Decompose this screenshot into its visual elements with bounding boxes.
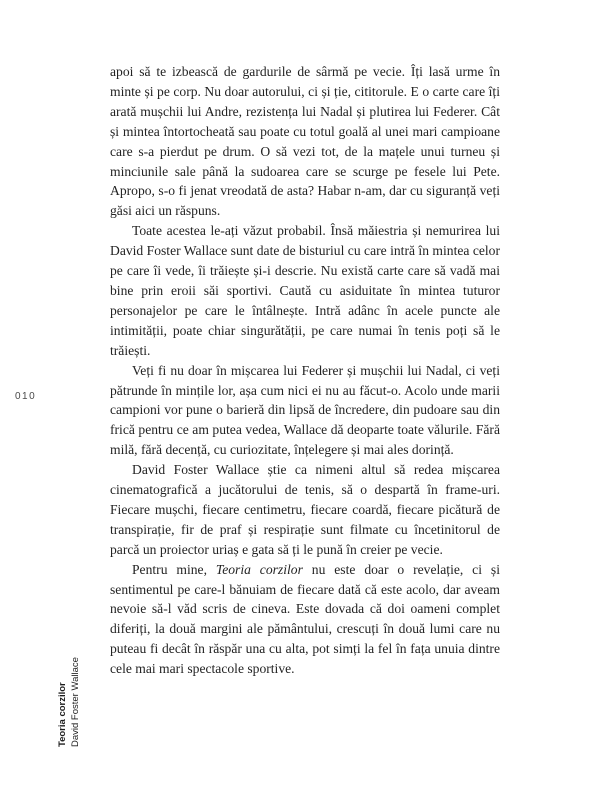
spine-text [56, 657, 82, 747]
paragraph [110, 361, 500, 461]
paragraph [110, 62, 500, 221]
text-run: apoi să te izbească de gardurile de sârmă pe vecie. Îți lasă urme în minte și pe corp. Nu doar autorului, ci și ție, cititorule. E o carte care îți arată mușchii lui Andre, rezistența lui Nadal și plutirea lui Federer. Cât și mintea întortocheată sau poate cu totul goală al unei mari campioane care s-a pierdut pe drum. O să vezi tot, de la mațele unui turneu și minciunile sale până la sudoarea care se scurge pe fesele lui Pete. Apropo, s-o fi jenat vreodată de asta? Habar n-am, dar cu siguranță veți găsi aici un răspuns. [110, 64, 500, 219]
page-text [110, 62, 500, 679]
spine-book-title: Teoria corzilor [57, 682, 68, 747]
text-run: nu este doar o revelație, ci și sentimentul pe care-l bănuiam de fiecare dată că este acolo, dar aveam nevoie să-l văd scris de cineva. Este dovada că doi oameni complet diferiți, la două margini ale pământului, crescuți în două lumi care nu puteau fi decât în răspăr una cu alta, pot simți la fel în fața unuia dintre cele mai mari spectacole sportive. [110, 561, 500, 677]
page-number: 010 [15, 391, 37, 402]
text-run: Toate acestea le-ați văzut probabil. Însă măiestria și nemurirea lui David Foster Wallace sunt date de bisturiul cu care intră în mintea celor pe care îi vede, îi trăiește și-i descrie. Nu există carte care să vadă mai bine prin eroii săi sportivi. Caută cu asiduitate în mintea tuturor personajelor pe care le întâlnește. Intră adânc în acele puncte ale intimității, poate chiar singurătății, pe care numai în tenis poți să le trăiești. [110, 223, 500, 358]
paragraph [110, 560, 500, 679]
spine-author: David Foster Wallace [70, 657, 81, 747]
text-run: Veți fi nu doar în mișcarea lui Federer și mușchii lui Nadal, ci veți pătrunde în mințile lor, așa cum nici ei nu au făcut-o. Acolo unde marii campioni vor pune o barieră din lipsă de încredere, din pudoare sau din frică pentru ce am putea vedea, Wallace dă deoparte toate vălurile. Fără milă, fără decență, cu curiozitate, înțelegere și mai ales dorință. [110, 362, 500, 458]
paragraph [110, 460, 500, 560]
book-title-italic: Teoria corzilor [215, 561, 303, 577]
text-run: Pentru mine, [132, 561, 216, 577]
paragraph [110, 221, 500, 360]
text-run: David Foster Wallace știe ca nimeni altul să redea mișcarea cinematografică a jucătorului de tenis, să o despartă în frame-uri. Fiecare mușchi, fiecare centimetru, fiecare coardă, fiecare picătură de transpirație, fir de praf și respirație sunt filmate cu încetinitorul de parcă un proiector uriaș e gata să ți le pună în creier pe vecie. [110, 462, 500, 557]
